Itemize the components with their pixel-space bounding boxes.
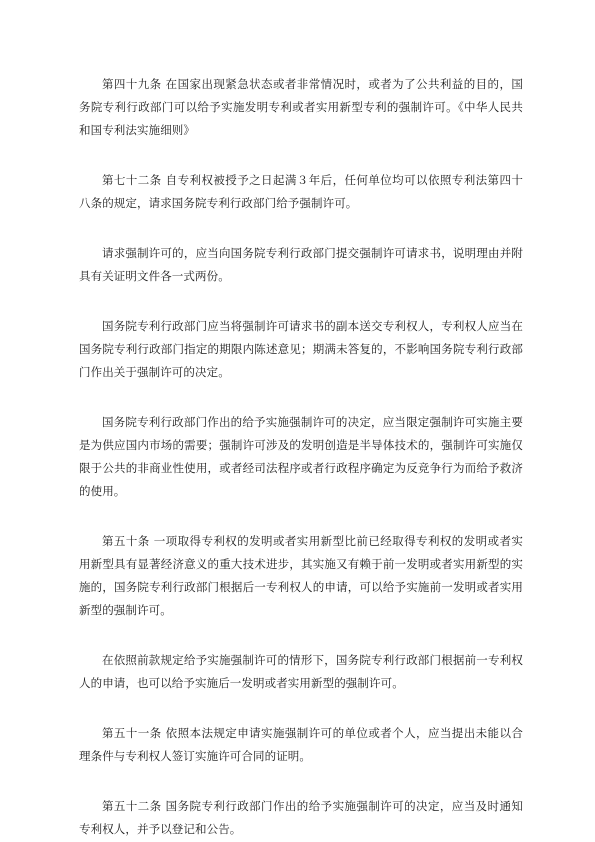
paragraph-reciprocal-license: 在依照前款规定给予实施强制许可的情形下，国务院专利行政部门根据前一专利权人的申请，也可以给予实施后一发明或者实用新型的强制许可。 bbox=[79, 653, 523, 690]
paragraph-request-requirements: 请求强制许可的，应当向国务院专利行政部门提交强制许可请求书，说明理由并附具有关证明文件各一式两份。 bbox=[79, 246, 523, 283]
paragraph-article-51: 第五十一条 依照本法规定申请实施强制许可的单位或者个人，应当提出未能以合理条件与专利权人签订实施许可合同的证明。 bbox=[79, 726, 523, 763]
paragraph-article-72: 第七十二条 自专利权被授予之日起满３年后，任何单位均可以依照专利法第四十八条的规定，请求国务院专利行政部门给予强制许可。 bbox=[79, 173, 523, 210]
paragraph-article-52: 第五十二条 国务院专利行政部门作出的给予实施强制许可的决定，应当及时通知专利权人，并予以登记和公告。 bbox=[79, 799, 523, 836]
paragraph-article-50: 第五十条 一项取得专利权的发明或者实用新型比前已经取得专利权的发明或者实用新型具有显著经济意义的重大技术进步，其实施又有赖于前一发明或者实用新型的实施的，国务院专利行政部门根据后一专利权人的申请，可以给予实施前一发明或者实用新型的强制许可。 bbox=[79, 534, 523, 617]
paragraph-article-49: 第四十九条 在国家出现紧急状态或者非常情况时，或者为了公共利益的目的，国务院专利行政部门可以给予实施发明专利或者实用新型专利的强制许可。《中华人民共和国专利法实施细则》 bbox=[79, 77, 523, 137]
paragraph-copy-to-patentee: 国务院专利行政部门应当将强制许可请求书的副本送交专利权人，专利权人应当在国务院专利行政部门指定的期限内陈述意见；期满未答复的，不影响国务院专利行政部门作出关于强制许可的决定。 bbox=[79, 319, 523, 379]
document-body bbox=[79, 73, 523, 841]
paragraph-license-scope: 国务院专利行政部门作出的给予实施强制许可的决定，应当限定强制许可实施主要是为供应国内市场的需要；强制许可涉及的发明创造是半导体技术的，强制许可实施仅限于公共的非商业性使用，或者经司法程序或者行政程序确定为反竞争行为而给予救济的使用。 bbox=[79, 415, 523, 498]
